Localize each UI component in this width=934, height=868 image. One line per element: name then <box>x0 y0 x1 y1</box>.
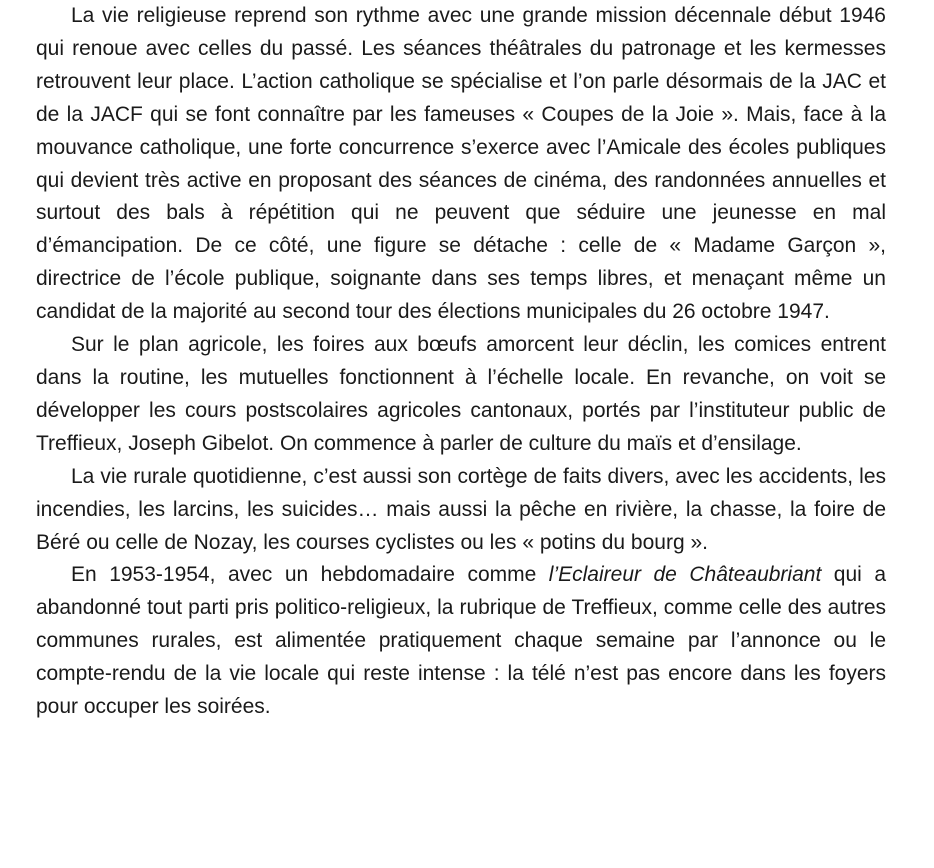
paragraph-local-press <box>36 559 886 724</box>
paragraph-agriculture: Sur le plan agricole, les foires aux bœufs amorcent leur déclin, les comices entrent dans la routine, les mutuelles fonctionnent à l’échelle locale. En revanche, on voit se développer les cours postscolaires agricoles cantonaux, portés par l’instituteur public de Treffieux, Joseph Gibelot. On commence à parler de culture du maïs et d’ensilage. <box>36 333 886 455</box>
paragraph-local-press-intro: En 1953-1954, avec un hebdomadaire comme <box>71 563 549 587</box>
document-page <box>36 0 886 724</box>
paragraph-local-press-rest: qui a abandonné tout parti pris politico-religieux, la rubrique de Treffieux, comme celle des autres communes rurales, est alimentée pratiquement chaque semaine par l’annonce ou le compte-rendu de la vie locale qui reste intense : la télé n’est pas encore dans les foyers pour occuper les soirées. <box>36 563 887 719</box>
newspaper-title: l’Eclaireur de Châteaubriant <box>548 563 822 587</box>
paragraph-rural-daily-life: La vie rurale quotidienne, c’est aussi son cortège de faits divers, avec les accidents, les incendies, les larcins, les suicides… mais aussi la pêche en rivière, la chasse, la foire de Béré ou celle de Nozay, les courses cyclistes ou les « potins du bourg ». <box>36 464 886 554</box>
paragraph-religious-life: La vie religieuse reprend son rythme avec une grande mission décennale début 1946 qui renoue avec celles du passé. Les séances théâtrales du patronage et les kermesses retrouvent leur place. L’action catholique se spécialise et l’on parle désormais de la JAC et de la JACF qui se font connaître par les fameuses « Coupes de la Joie ». Mais, face à la mouvance catholique, une forte concurrence s’exerce avec l’Amicale des écoles publiques qui devient très active en proposant des séances de cinéma, des randonnées annuelles et surtout des bals à répétition qui ne peuvent que séduire une jeunesse en mal d’émancipation. De ce côté, une figure se détache : celle de « Madame Garçon », directrice de l’école publique, soignante dans ses temps libres, et menaçant même un candidat de la majorité au second tour des élections municipales du 26 octobre 1947. <box>36 4 886 324</box>
